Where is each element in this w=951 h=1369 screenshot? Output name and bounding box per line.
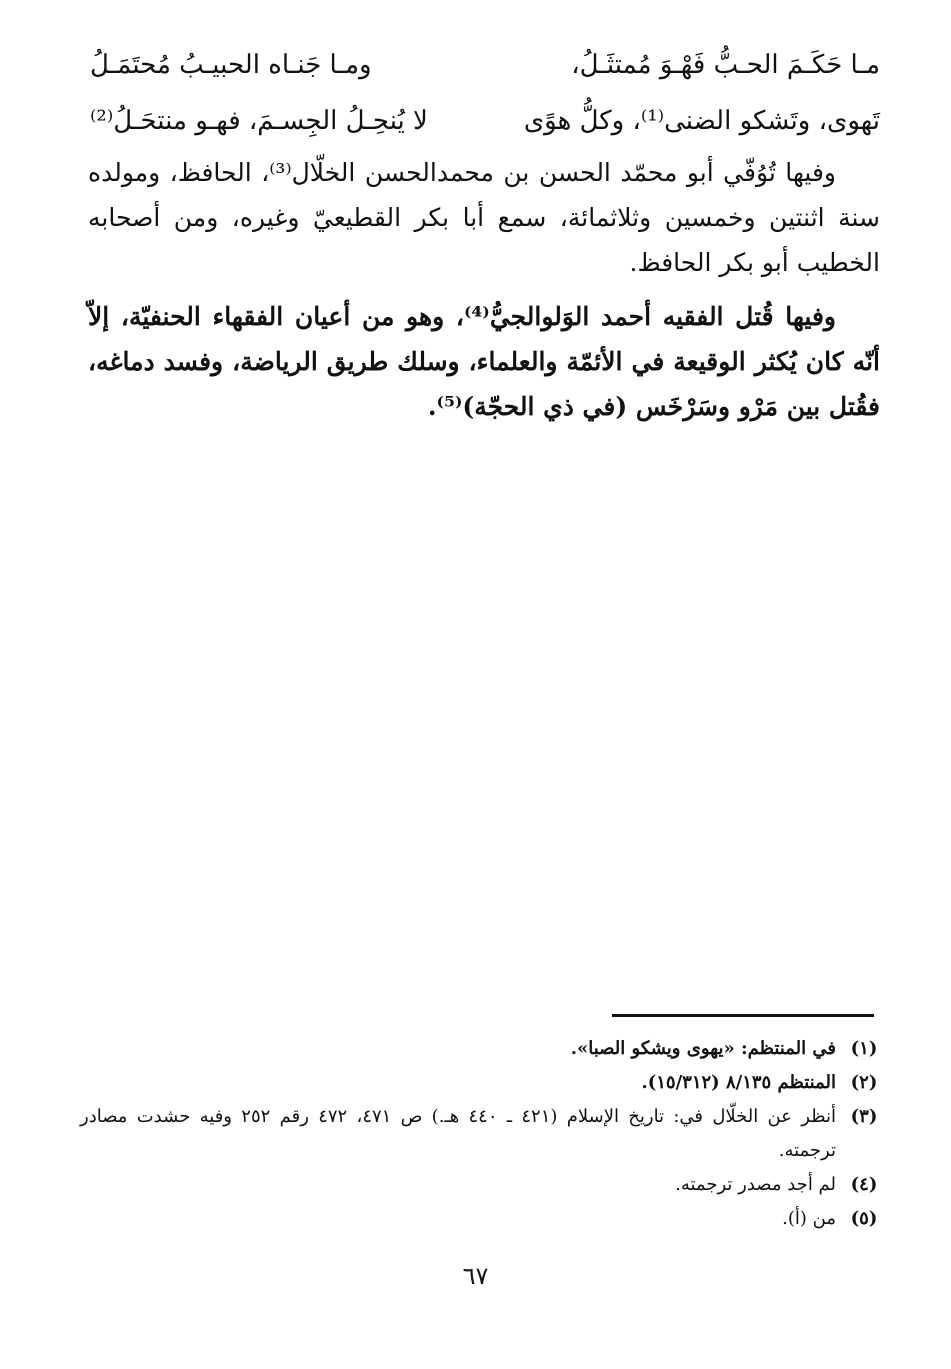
footnote	[80, 1032, 892, 1066]
paragraph	[88, 150, 880, 285]
footnote-number: (١)	[850, 1038, 878, 1059]
poem-verse	[90, 106, 880, 150]
page-number: ٦٧	[462, 1262, 489, 1290]
footnote-number: (٣)	[850, 1106, 878, 1127]
verse-second-hemistich: ومـا جَنـاه الحبيـبُ مُحتَمَـلُ	[90, 50, 372, 80]
verse-first-hemistich: مـا حَكَـمَ الحـبُّ فَهْـوَ مُمتثَـلُ،	[571, 50, 880, 80]
footnote	[80, 1066, 892, 1100]
paragraph-text: وفيها تُوُفّي أبو محمّد الحسن بن محمدالحسن الخلّال⁽³⁾، الحافظ، ومولده سنة اثنتين وخمسين وثلاثمائة، سمع أبا بكر القطيعيّ وغيره، ومن أصحابه الخطيب أبو بكر الحافظ.	[88, 158, 880, 277]
footnote-text: من (أ).	[782, 1208, 836, 1229]
footnotes	[80, 1032, 892, 1236]
footnote	[80, 1100, 892, 1168]
footnote	[80, 1202, 892, 1236]
footnote-number: (٥)	[850, 1208, 878, 1229]
footnote-divider	[612, 1014, 874, 1017]
footnote-number: (٢)	[850, 1072, 878, 1093]
paragraph	[88, 294, 880, 429]
footnote-text: المنتظم ٨/١٣٥ (١٥/٣١٢).	[641, 1072, 836, 1093]
paragraph-text: وفيها قُتل الفقيه أحمد الوَلوالجيُّ⁽⁴⁾، وهو من أعيان الفقهاء الحنفيّة، إلاّ أنّه كان يُكثر الوقيعة في الأئمّة والعلماء، وسلك طريق الرياضة، وفسد دماغه، فقُتل بين مَرْو وسَرْخَس (في ذي الحجّة)⁽⁵⁾.	[88, 302, 880, 421]
footnote-text: أنظر عن الخلّال في: تاريخ الإسلام (٤٢١ ـ ٤٤٠ هـ.) ص ٤٧١، ٤٧٢ رقم ٢٥٢ وفيه حشدت مصادر ترجمته.	[80, 1106, 836, 1161]
verse-second-hemistich: لا يُنحِـلُ الجِسـمَ، فهـو منتحَـلُ⁽²⁾	[90, 106, 428, 136]
footnote-number: (٤)	[850, 1174, 878, 1195]
footnote-text: لم أجد مصدر ترجمته.	[675, 1174, 836, 1195]
poem-verse	[90, 50, 880, 94]
footnote	[80, 1168, 892, 1202]
verse-first-hemistich: تَهوى، وتَشكو الضنى⁽¹⁾، وكلُّ هوًى	[523, 106, 880, 136]
footnote-text: في المنتظم: «يهوى ويشكو الصبا».	[570, 1038, 836, 1059]
